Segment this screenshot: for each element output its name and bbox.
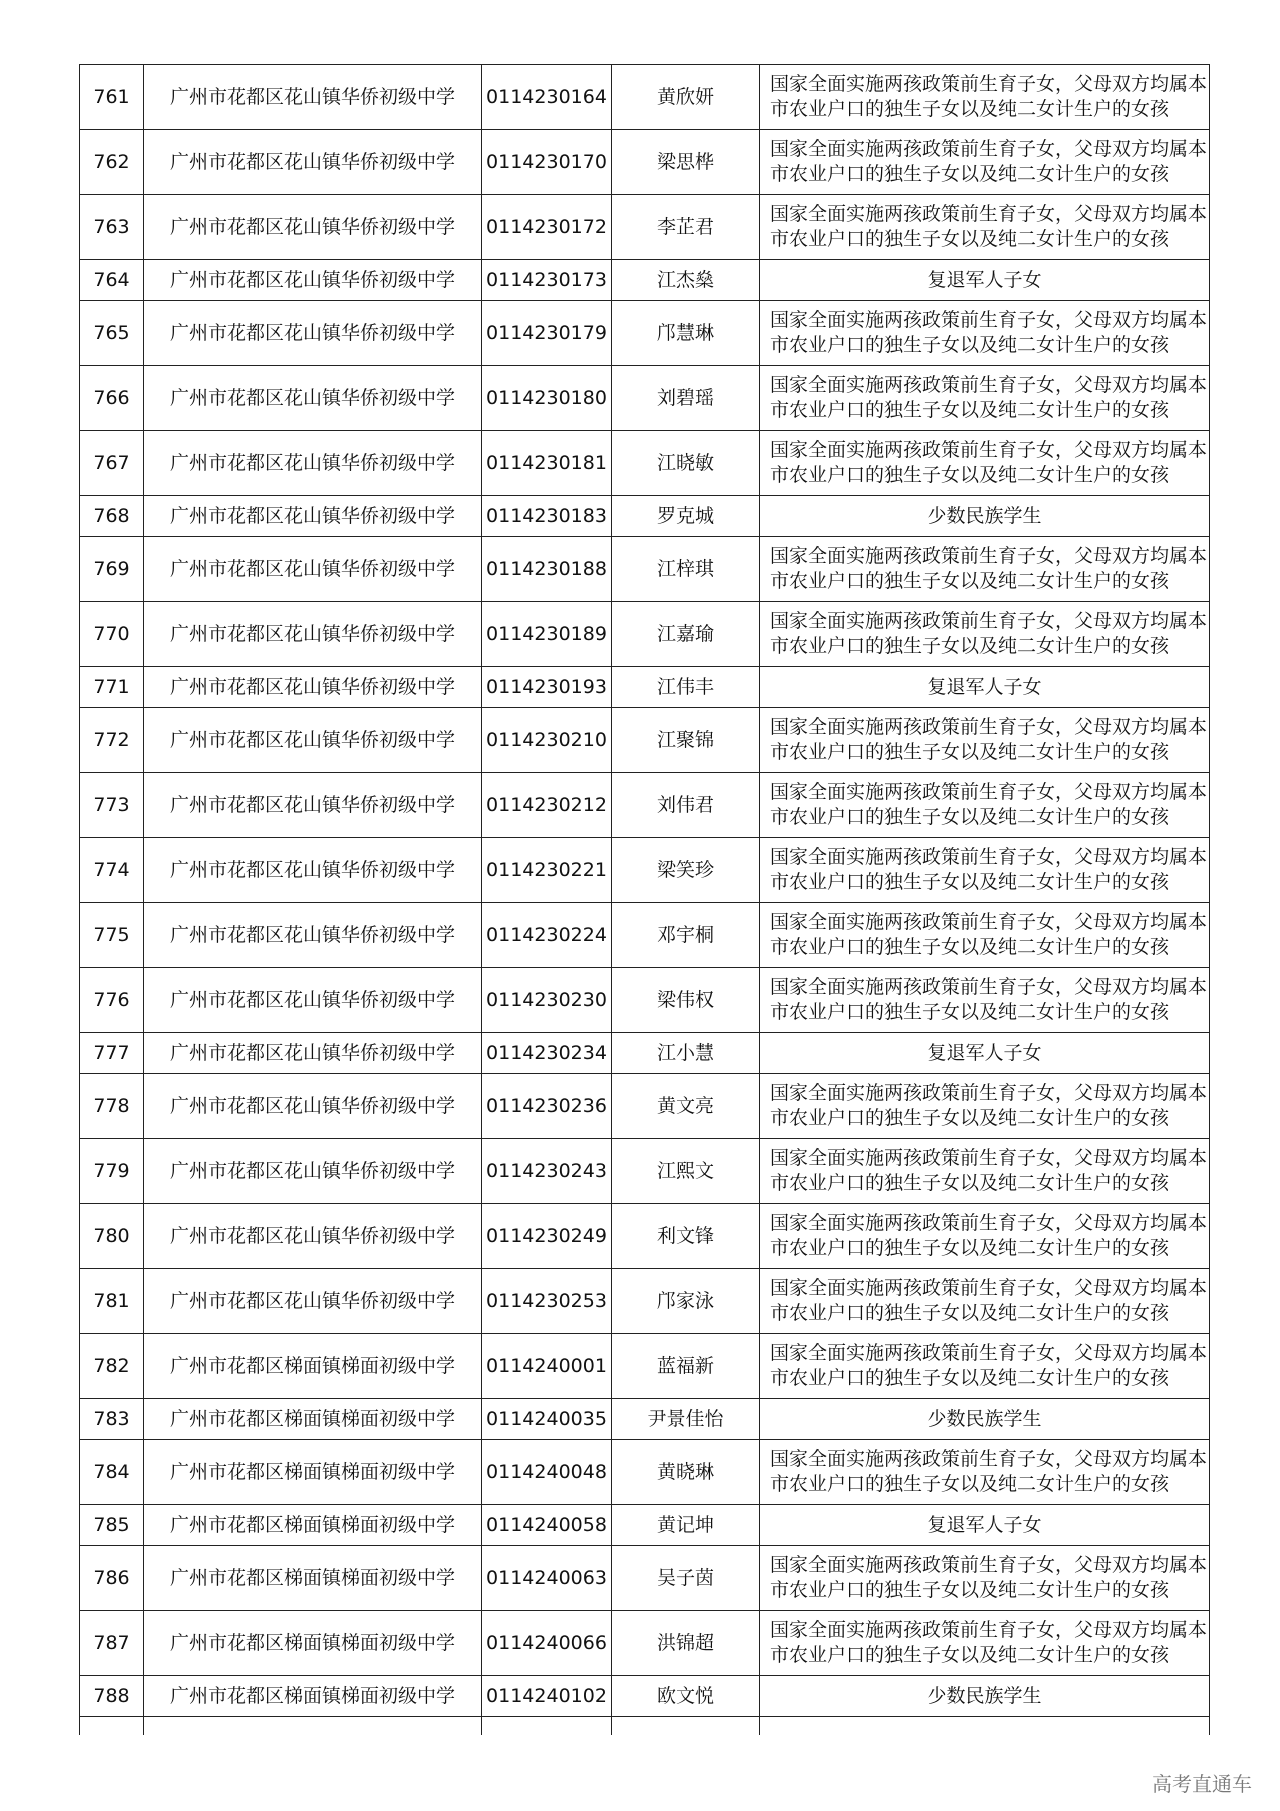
student-name-cell: 江伟丰: [612, 667, 760, 708]
school-cell: 广州市花都区花山镇华侨初级中学: [144, 366, 482, 431]
row-number-cell: 773: [80, 773, 144, 838]
category-cell: 少数民族学生: [760, 1399, 1210, 1440]
category-cell: 复退军人子女: [760, 260, 1210, 301]
category-cell: 国家全面实施两孩政策前生育子女，父母双方均属本市农业户口的独生子女以及纯二女计生户的女孩: [760, 1546, 1210, 1611]
category-cell: 复退军人子女: [760, 1033, 1210, 1074]
category-cell: 少数民族学生: [760, 1676, 1210, 1717]
row-number-cell: 762: [80, 130, 144, 195]
table-row: [80, 130, 1210, 195]
student-name-cell: 黄记坤: [612, 1505, 760, 1546]
student-name-cell: 黄文亮: [612, 1074, 760, 1139]
table-row: [80, 1204, 1210, 1269]
table-row: [80, 773, 1210, 838]
category-cell: 国家全面实施两孩政策前生育子女，父母双方均属本市农业户口的独生子女以及纯二女计生户的女孩: [760, 968, 1210, 1033]
table-row: [80, 708, 1210, 773]
school-cell: 广州市花都区梯面镇梯面初级中学: [144, 1546, 482, 1611]
student-id-cell: 0114230173: [482, 260, 612, 301]
row-number-cell: 776: [80, 968, 144, 1033]
category-cell: 国家全面实施两孩政策前生育子女，父母双方均属本市农业户口的独生子女以及纯二女计生户的女孩: [760, 1074, 1210, 1139]
school-cell: 广州市花都区花山镇华侨初级中学: [144, 1139, 482, 1204]
student-id-cell: 0114230212: [482, 773, 612, 838]
student-id-cell: 0114230230: [482, 968, 612, 1033]
school-cell: 广州市花都区梯面镇梯面初级中学: [144, 1676, 482, 1717]
student-name-cell: 黄晓琳: [612, 1440, 760, 1505]
student-name-cell: 江杰燊: [612, 260, 760, 301]
student-name-cell: 江梓琪: [612, 537, 760, 602]
table-row: [80, 838, 1210, 903]
category-cell: 国家全面实施两孩政策前生育子女，父母双方均属本市农业户口的独生子女以及纯二女计生户的女孩: [760, 1334, 1210, 1399]
school-cell: 广州市花都区梯面镇梯面初级中学: [144, 1505, 482, 1546]
table-row: [80, 65, 1210, 130]
row-number-cell: 784: [80, 1440, 144, 1505]
row-number-cell: 765: [80, 301, 144, 366]
row-number-cell: 779: [80, 1139, 144, 1204]
student-name-cell: 欧文悦: [612, 1676, 760, 1717]
school-cell: 广州市花都区花山镇华侨初级中学: [144, 903, 482, 968]
category-cell: 国家全面实施两孩政策前生育子女，父母双方均属本市农业户口的独生子女以及纯二女计生户的女孩: [760, 708, 1210, 773]
table-row: [80, 1033, 1210, 1074]
student-name-cell: 罗克城: [612, 496, 760, 537]
student-name-cell: 梁思桦: [612, 130, 760, 195]
category-cell: 复退军人子女: [760, 1505, 1210, 1546]
student-name-cell: 江小慧: [612, 1033, 760, 1074]
table-row: [80, 195, 1210, 260]
school-cell: 广州市花都区花山镇华侨初级中学: [144, 260, 482, 301]
school-cell: 广州市花都区花山镇华侨初级中学: [144, 130, 482, 195]
student-id-cell: 0114230179: [482, 301, 612, 366]
table-row: [80, 1334, 1210, 1399]
school-cell: 广州市花都区花山镇华侨初级中学: [144, 195, 482, 260]
student-name-cell: 洪锦超: [612, 1611, 760, 1676]
student-id-cell: 0114230236: [482, 1074, 612, 1139]
student-id-cell: 0114230170: [482, 130, 612, 195]
row-number-cell: 766: [80, 366, 144, 431]
student-name-cell: 蓝福新: [612, 1334, 760, 1399]
school-cell: 广州市花都区花山镇华侨初级中学: [144, 708, 482, 773]
table-row: [80, 537, 1210, 602]
student-id-cell: 0114240035: [482, 1399, 612, 1440]
student-name-cell: 江晓敏: [612, 431, 760, 496]
category-cell: 国家全面实施两孩政策前生育子女，父母双方均属本市农业户口的独生子女以及纯二女计生户的女孩: [760, 366, 1210, 431]
student-id-cell: 0114230221: [482, 838, 612, 903]
row-number-cell: 780: [80, 1204, 144, 1269]
row-number-cell: 787: [80, 1611, 144, 1676]
student-id-cell: 0114230193: [482, 667, 612, 708]
empty-cell: [482, 1717, 612, 1736]
student-id-cell: 0114230234: [482, 1033, 612, 1074]
row-number-cell: 761: [80, 65, 144, 130]
category-cell: 国家全面实施两孩政策前生育子女，父母双方均属本市农业户口的独生子女以及纯二女计生户的女孩: [760, 1440, 1210, 1505]
row-number-cell: 771: [80, 667, 144, 708]
table-row: [80, 1139, 1210, 1204]
row-number-cell: 785: [80, 1505, 144, 1546]
row-number-cell: 775: [80, 903, 144, 968]
school-cell: 广州市花都区花山镇华侨初级中学: [144, 537, 482, 602]
category-cell: 复退军人子女: [760, 667, 1210, 708]
empty-cell: [80, 1717, 144, 1736]
student-id-cell: 0114230249: [482, 1204, 612, 1269]
school-cell: 广州市花都区花山镇华侨初级中学: [144, 968, 482, 1033]
row-number-cell: 777: [80, 1033, 144, 1074]
school-cell: 广州市花都区花山镇华侨初级中学: [144, 301, 482, 366]
student-id-cell: 0114230210: [482, 708, 612, 773]
student-id-cell: 0114230172: [482, 195, 612, 260]
row-number-cell: 788: [80, 1676, 144, 1717]
empty-cell: [144, 1717, 482, 1736]
student-name-cell: 吴子茵: [612, 1546, 760, 1611]
table-row: [80, 1440, 1210, 1505]
table-row: [80, 366, 1210, 431]
table-row: [80, 301, 1210, 366]
category-cell: 国家全面实施两孩政策前生育子女，父母双方均属本市农业户口的独生子女以及纯二女计生户的女孩: [760, 1204, 1210, 1269]
table-row: [80, 1611, 1210, 1676]
student-list-table: [79, 64, 1210, 1735]
student-id-cell: 0114230164: [482, 65, 612, 130]
category-cell: 国家全面实施两孩政策前生育子女，父母双方均属本市农业户口的独生子女以及纯二女计生户的女孩: [760, 838, 1210, 903]
category-cell: 国家全面实施两孩政策前生育子女，父母双方均属本市农业户口的独生子女以及纯二女计生户的女孩: [760, 537, 1210, 602]
category-cell: 国家全面实施两孩政策前生育子女，父母双方均属本市农业户口的独生子女以及纯二女计生户的女孩: [760, 301, 1210, 366]
student-name-cell: 利文锋: [612, 1204, 760, 1269]
school-cell: 广州市花都区花山镇华侨初级中学: [144, 1269, 482, 1334]
student-id-cell: 0114240066: [482, 1611, 612, 1676]
student-name-cell: 梁伟权: [612, 968, 760, 1033]
table-body: [80, 65, 1210, 1736]
category-cell: 国家全面实施两孩政策前生育子女，父母双方均属本市农业户口的独生子女以及纯二女计生户的女孩: [760, 903, 1210, 968]
student-name-cell: 江熙文: [612, 1139, 760, 1204]
student-id-cell: 0114230188: [482, 537, 612, 602]
school-cell: 广州市花都区梯面镇梯面初级中学: [144, 1399, 482, 1440]
row-number-cell: 770: [80, 602, 144, 667]
row-number-cell: 781: [80, 1269, 144, 1334]
row-number-cell: 782: [80, 1334, 144, 1399]
table-row: [80, 667, 1210, 708]
category-cell: 国家全面实施两孩政策前生育子女，父母双方均属本市农业户口的独生子女以及纯二女计生户的女孩: [760, 1139, 1210, 1204]
school-cell: 广州市花都区花山镇华侨初级中学: [144, 496, 482, 537]
student-id-cell: 0114240102: [482, 1676, 612, 1717]
school-cell: 广州市花都区花山镇华侨初级中学: [144, 431, 482, 496]
table-row: [80, 1676, 1210, 1717]
school-cell: 广州市花都区花山镇华侨初级中学: [144, 838, 482, 903]
table-row: [80, 1546, 1210, 1611]
student-name-cell: 江嘉瑜: [612, 602, 760, 667]
row-number-cell: 767: [80, 431, 144, 496]
student-name-cell: 黄欣妍: [612, 65, 760, 130]
category-cell: 国家全面实施两孩政策前生育子女，父母双方均属本市农业户口的独生子女以及纯二女计生户的女孩: [760, 1611, 1210, 1676]
student-id-cell: 0114240001: [482, 1334, 612, 1399]
category-cell: 国家全面实施两孩政策前生育子女，父母双方均属本市农业户口的独生子女以及纯二女计生户的女孩: [760, 431, 1210, 496]
school-cell: 广州市花都区花山镇华侨初级中学: [144, 1033, 482, 1074]
student-id-cell: 0114240058: [482, 1505, 612, 1546]
empty-cell: [760, 1717, 1210, 1736]
row-number-cell: 772: [80, 708, 144, 773]
student-name-cell: 邓宇桐: [612, 903, 760, 968]
school-cell: 广州市花都区梯面镇梯面初级中学: [144, 1611, 482, 1676]
row-number-cell: 769: [80, 537, 144, 602]
watermark: 高考直通车: [1152, 1772, 1252, 1796]
category-cell: 国家全面实施两孩政策前生育子女，父母双方均属本市农业户口的独生子女以及纯二女计生户的女孩: [760, 195, 1210, 260]
table-row: [80, 496, 1210, 537]
empty-cell: [612, 1717, 760, 1736]
category-cell: 国家全面实施两孩政策前生育子女，父母双方均属本市农业户口的独生子女以及纯二女计生户的女孩: [760, 65, 1210, 130]
category-cell: 国家全面实施两孩政策前生育子女，父母双方均属本市农业户口的独生子女以及纯二女计生户的女孩: [760, 130, 1210, 195]
table-row: [80, 431, 1210, 496]
student-name-cell: 邝慧琳: [612, 301, 760, 366]
category-cell: 国家全面实施两孩政策前生育子女，父母双方均属本市农业户口的独生子女以及纯二女计生户的女孩: [760, 773, 1210, 838]
row-number-cell: 774: [80, 838, 144, 903]
student-name-cell: 梁笑珍: [612, 838, 760, 903]
student-id-cell: 0114230189: [482, 602, 612, 667]
continuation-row-stub: [80, 1717, 1210, 1736]
student-id-cell: 0114230253: [482, 1269, 612, 1334]
category-cell: 少数民族学生: [760, 496, 1210, 537]
school-cell: 广州市花都区花山镇华侨初级中学: [144, 667, 482, 708]
table-row: [80, 1505, 1210, 1546]
row-number-cell: 763: [80, 195, 144, 260]
school-cell: 广州市花都区花山镇华侨初级中学: [144, 1074, 482, 1139]
table-row: [80, 602, 1210, 667]
student-id-cell: 0114230181: [482, 431, 612, 496]
student-name-cell: 尹景佳怡: [612, 1399, 760, 1440]
student-id-cell: 0114240048: [482, 1440, 612, 1505]
category-cell: 国家全面实施两孩政策前生育子女，父母双方均属本市农业户口的独生子女以及纯二女计生户的女孩: [760, 602, 1210, 667]
student-id-cell: 0114230183: [482, 496, 612, 537]
row-number-cell: 783: [80, 1399, 144, 1440]
student-id-cell: 0114230180: [482, 366, 612, 431]
table-row: [80, 1269, 1210, 1334]
table-row: [80, 260, 1210, 301]
student-id-cell: 0114230243: [482, 1139, 612, 1204]
category-cell: 国家全面实施两孩政策前生育子女，父母双方均属本市农业户口的独生子女以及纯二女计生户的女孩: [760, 1269, 1210, 1334]
school-cell: 广州市花都区花山镇华侨初级中学: [144, 1204, 482, 1269]
row-number-cell: 768: [80, 496, 144, 537]
table-row: [80, 1399, 1210, 1440]
student-name-cell: 刘碧瑶: [612, 366, 760, 431]
school-cell: 广州市花都区梯面镇梯面初级中学: [144, 1334, 482, 1399]
row-number-cell: 778: [80, 1074, 144, 1139]
row-number-cell: 786: [80, 1546, 144, 1611]
student-name-cell: 刘伟君: [612, 773, 760, 838]
student-name-cell: 邝家泳: [612, 1269, 760, 1334]
table-row: [80, 903, 1210, 968]
student-name-cell: 李芷君: [612, 195, 760, 260]
student-id-cell: 0114230224: [482, 903, 612, 968]
row-number-cell: 764: [80, 260, 144, 301]
school-cell: 广州市花都区梯面镇梯面初级中学: [144, 1440, 482, 1505]
student-name-cell: 江聚锦: [612, 708, 760, 773]
table-row: [80, 1074, 1210, 1139]
student-id-cell: 0114240063: [482, 1546, 612, 1611]
school-cell: 广州市花都区花山镇华侨初级中学: [144, 773, 482, 838]
school-cell: 广州市花都区花山镇华侨初级中学: [144, 602, 482, 667]
school-cell: 广州市花都区花山镇华侨初级中学: [144, 65, 482, 130]
table-row: [80, 968, 1210, 1033]
